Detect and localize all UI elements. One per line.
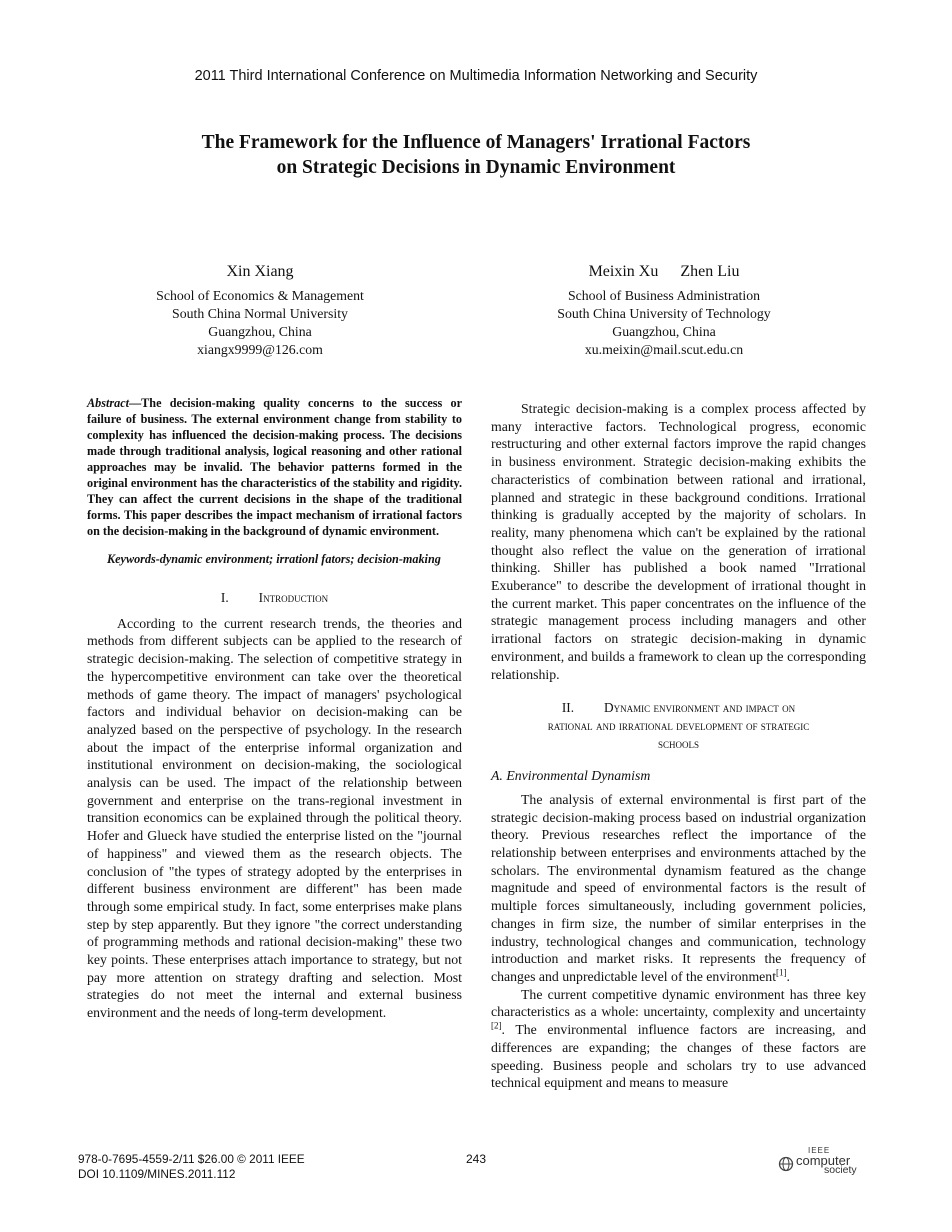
paragraph-text: . The environmental influence factors are increasing, and differences are expanding; the changes of these factors are speeding. Business people and scholars try to use advanced technical equipment and means to measure [491, 1022, 866, 1091]
author-name-1: Meixin Xu [588, 263, 659, 280]
section-number: II. [561, 700, 575, 716]
doi-line: DOI 10.1109/MINES.2011.112 [78, 1167, 236, 1181]
author-name: Xin Xiang [226, 263, 294, 280]
author-names [484, 263, 844, 281]
section-title-line-1: Dynamic environment and impact on [604, 700, 796, 716]
abstract-label: Abstract [87, 396, 129, 410]
author-affiliation: School of Business Administration [567, 288, 760, 303]
section-number: I. [220, 590, 229, 605]
body-paragraph [491, 986, 866, 1092]
left-column [87, 395, 462, 1022]
author-city: Guangzhou, China [208, 324, 312, 339]
title-line-1: The Framework for the Influence of Managers' Irrational Factors [201, 132, 751, 153]
abstract-text: —The decision-making quality concerns to the success or failure of business. The external environment change from stability to complexity has influenced the decision-making process. The decisions made through traditional analysis, logical reasoning and other rational approaches may be invalid. The behavior patterns formed in the original environment has the characteristics of the stability and rigidity. They can affect the current decisions in the shape of the traditional forms. This paper describes the impact mechanism of irrational factors on the decision-making in the background of dynamic environment. [87, 396, 462, 538]
logo-computer-text: computer [796, 1153, 851, 1168]
paragraph-text: The analysis of external environmental is first part of the strategic decision-making process based on industrial organization theory. Previous researches reflect the importance of the relationship between enterprises and environments attached by the scholars. The environmental dynamism featured as the change magnitude and speed of environmental factors is the result of multiple forces simultaneously, including government policies, changes in firm size, the number of similar enterprises in the industry, technological changes and communication, technology introduction and market risks. It represents the frequency of changes and unpredictable level of the environment [491, 791, 866, 984]
paper-title [120, 130, 832, 180]
body-paragraph: Strategic decision-making is a complex process affected by many interactive factors. Technological progress, economic restructuring and other external factors improve the rapid changes in business environment. Strategic decision-making exhibits the characteristics of combination between rational and irrational, planned and strategic in these background conditions. Irrational thinking is gradually accepted by the majority of scholars. In reality, many phenomena which can't be explained by the rational thought also reflect the value on the generation of irrational thinking. Shiller has published a book named "Irrational Exuberance" to describe the development of irrational thought in the current market. This paper concentrates on the influence of the strategic management process including managers and other irrational factors on strategic decision-making in dynamic environment, and builds a framework to clean up the corresponding relationship. [491, 401, 866, 682]
intro-paragraph: According to the current research trends, the theories and methods from different subjects can be applied to the research of strategic decision-making. The selection of competitive strategy in the hypercompetitive environment can take over the theoretical methods of game theory. The impact of managers' psychological factors and individual behavior on decision-making can be analyzed based on the perspective of psychology. In the research about the impact of the enterprise informal organization and institutional environment on decision-making, the sociological analysis can be used. The impact of the relationship between government and enterprise on the trans-regional investment in transition economics can be explained through the political theory. Hofer and Glueck have studied the enterprise listed on the "journal of happiness" and viewed them as the research objects. The conclusion of "the types of strategy adopted by the enterprises in different business environment are different" has been made through some empirical study. In fact, some enterprises make plans step by step apparently. But they ignore "the correct understanding of programming methods and rational decision-making" these two key points. These enterprises attach importance to strategy, but not pay more attention on strategy drafting and selection. Most strategies do not meet the internal and external business environment and the needs of long-term development. [87, 615, 462, 1021]
body-paragraph: The analysis of external environmental is first part of the strategic decision-making process based on industrial organization theory. Previous researches reflect the importance of the relationship between enterprises and environments attached by the scholars. The environmental dynamism featured as the change magnitude and speed of environmental factors is the result of multiple forces simultaneously, including government policies, changes in firm size, the number of similar enterprises in the industry, technological changes and communication, technology introduction and market risks. It represents the frequency of changes and unpredictable level of the environment[1]. [491, 791, 866, 984]
section-title-line-2: rational and irrational development of strategic [547, 718, 810, 734]
section-line-1 [491, 699, 866, 717]
section-title-line-3: schools [657, 736, 699, 752]
author-university: South China Normal University [172, 306, 348, 321]
keywords: Keywords-dynamic environment; irrationl fators; decision-making [107, 552, 441, 566]
paragraph-text: The current competitive dynamic environment has three key characteristics as a whole: uncertainty, complexity and uncertainty [491, 986, 866, 1020]
conference-header: 2011 Third International Conference on Multimedia Information Networking and Security [194, 68, 758, 84]
logo-society-text: society [824, 1164, 857, 1176]
author-right [484, 263, 844, 359]
author-name-2: Zhen Liu [680, 263, 740, 280]
section-heading-1 [87, 589, 462, 607]
ieee-computer-society-logo [776, 1146, 866, 1176]
page-number: 243 [466, 1152, 487, 1166]
abstract [87, 395, 462, 539]
author-affiliation: School of Economics & Management [156, 288, 364, 303]
title-line-2: on Strategic Decisions in Dynamic Environment [276, 157, 676, 178]
author-email: xiangx9999@126.com [197, 342, 323, 357]
section-heading-2 [491, 699, 866, 753]
subsection-heading: A. Environmental Dynamism [491, 768, 651, 784]
right-column [491, 400, 866, 1092]
isbn-line: 978-0-7695-4559-2/11 $26.00 © 2011 IEEE [78, 1152, 305, 1166]
author-left [80, 263, 440, 359]
logo-ieee-text: IEEE [808, 1146, 831, 1155]
section-title: Introduction [258, 590, 329, 605]
citation: [1] [776, 967, 787, 978]
citation: [2] [491, 1020, 502, 1031]
footer-copyright [78, 1152, 305, 1182]
author-email: xu.meixin@mail.scut.edu.cn [584, 342, 744, 357]
author-city: Guangzhou, China [612, 324, 716, 339]
globe-icon [778, 1156, 794, 1172]
author-university: South China University of Technology [557, 306, 771, 321]
